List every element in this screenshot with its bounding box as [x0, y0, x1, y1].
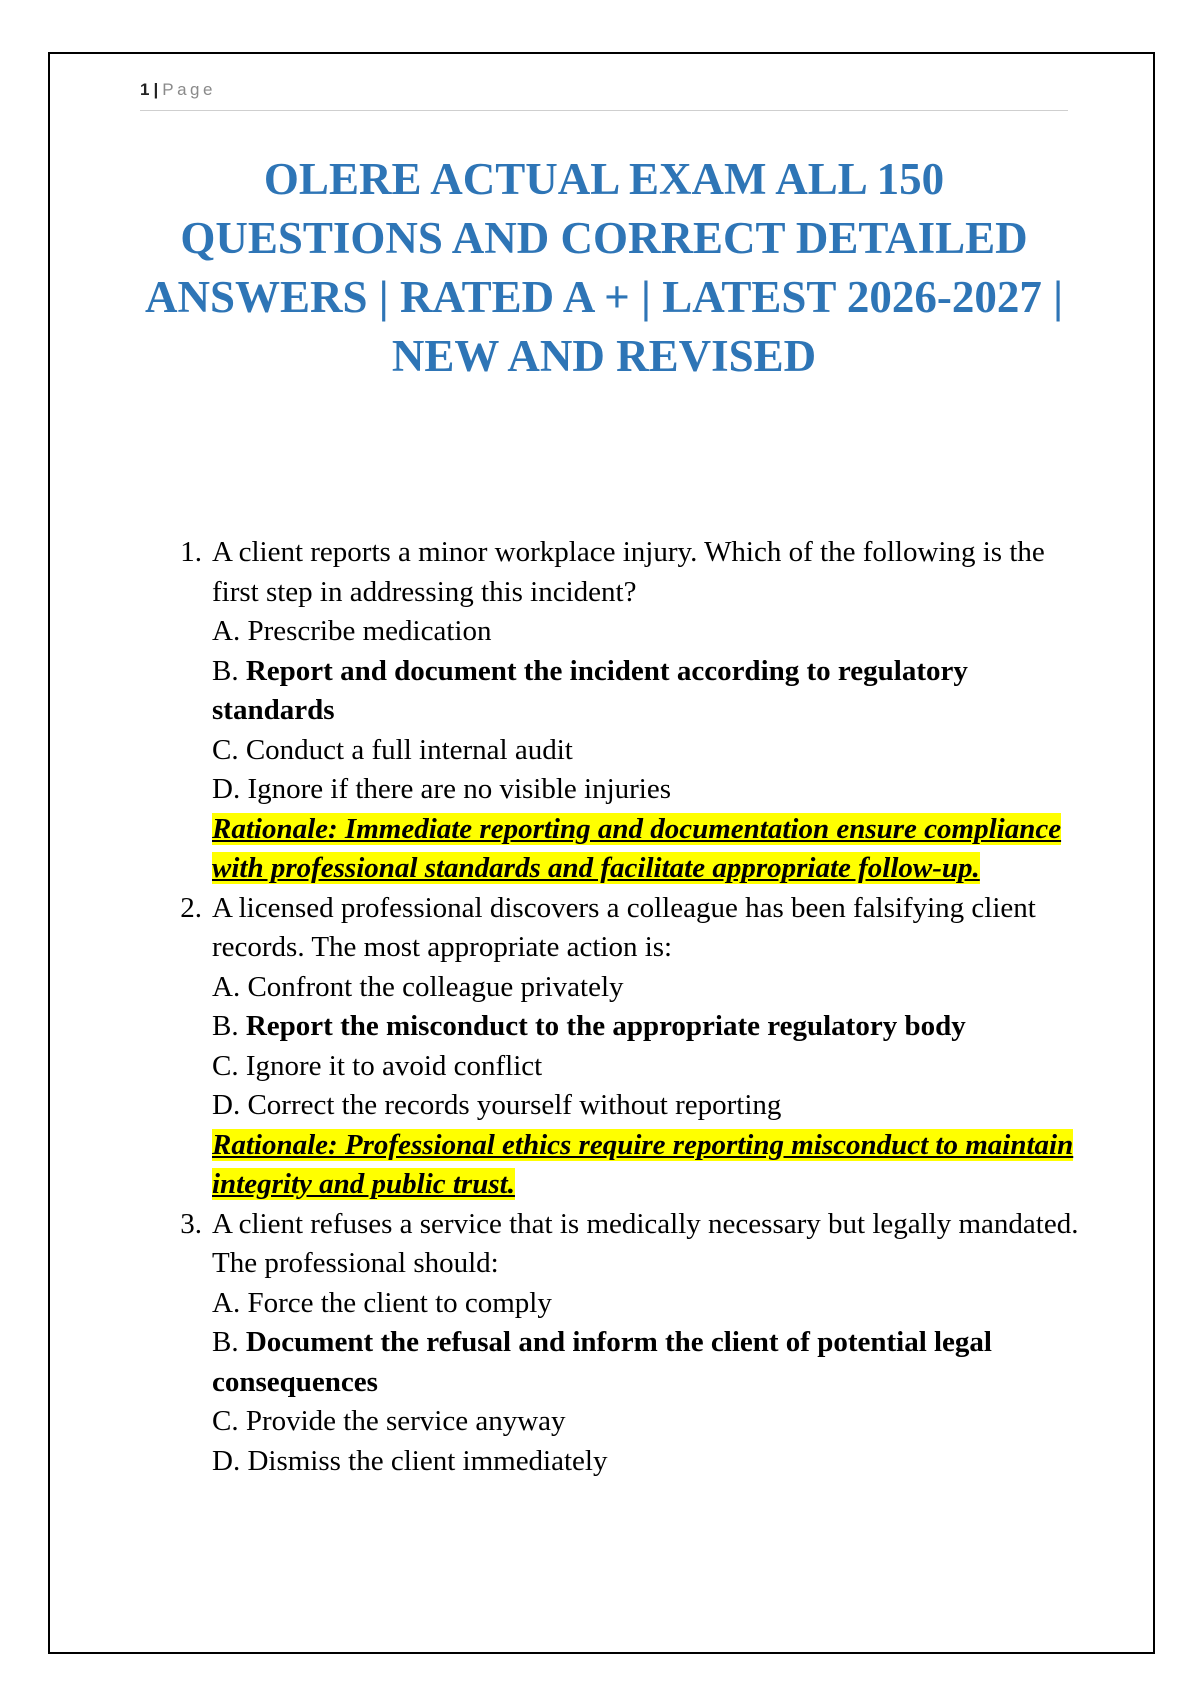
option-text: Provide the service anyway — [245, 1405, 566, 1437]
option-text: Ignore it to avoid conflict — [245, 1049, 543, 1082]
option-letter: C. — [212, 733, 239, 766]
page-header — [140, 80, 1068, 111]
page-label: Page — [162, 80, 216, 99]
option-a — [212, 968, 1080, 1008]
question-stem: A client reports a minor workplace injury. Which of the following is the first step in addressing this incident? — [212, 536, 1045, 608]
option-c — [212, 731, 1080, 771]
option-letter: A. — [212, 970, 241, 1003]
question-number: 1. — [180, 536, 202, 568]
option-letter: C. — [212, 1405, 239, 1437]
option-text: Document the refusal and inform the client of potential legal consequences — [212, 1326, 992, 1398]
option-letter: B. — [212, 1010, 239, 1042]
option-a — [212, 612, 1080, 652]
option-a — [212, 1284, 1080, 1324]
page-separator: | — [153, 80, 159, 99]
option-text: Ignore if there are no visible injuries — [247, 773, 672, 805]
option-letter: A. — [212, 1286, 241, 1319]
option-text: Conduct a full internal audit — [245, 733, 573, 766]
option-letter: D. — [212, 773, 241, 805]
option-text: Correct the records yourself without reporting — [247, 1089, 782, 1121]
question-list — [160, 533, 1080, 1481]
question-number: 3. — [180, 1207, 202, 1240]
rationale-block — [212, 1126, 1080, 1205]
option-text: Report the misconduct to the appropriate regulatory body — [245, 1010, 966, 1042]
question-2 — [160, 889, 1080, 1205]
rationale-block — [212, 810, 1080, 889]
question-3 — [160, 1205, 1080, 1482]
option-letter: C. — [212, 1049, 239, 1082]
option-letter: A. — [212, 615, 241, 647]
question-1 — [160, 533, 1080, 889]
question-stem: A client refuses a service that is medically necessary but legally mandated. The professional should: — [212, 1207, 1079, 1279]
option-letter: D. — [212, 1089, 241, 1121]
option-letter: B. — [212, 1326, 239, 1358]
option-text: Prescribe medication — [247, 615, 492, 647]
question-stem: A licensed professional discovers a colleague has been falsifying client records. The most appropriate action is: — [212, 891, 1036, 963]
option-text: Confront the colleague privately — [247, 970, 624, 1003]
option-letter: B. — [212, 654, 239, 687]
option-letter: D. — [212, 1444, 241, 1477]
rationale: Rationale: Immediate reporting and documentation ensure compliance with professional standards and facilitate appropriate follow-up. — [212, 812, 1062, 884]
option-text: Report and document the incident according to regulatory standards — [212, 654, 968, 726]
document-title: OLERE ACTUAL EXAM ALL 150 QUESTIONS AND CORRECT DETAILED ANSWERS | RATED A + | LATEST 2026-2027 | NEW AND REVISED — [144, 154, 1064, 381]
question-number: 2. — [180, 891, 202, 924]
rationale: Rationale: Professional ethics require reporting misconduct to maintain integrity and public trust. — [212, 1128, 1074, 1200]
option-d — [212, 1442, 1080, 1482]
option-text: Force the client to comply — [247, 1286, 552, 1319]
option-c — [212, 1402, 1080, 1442]
option-b-correct — [212, 652, 1080, 731]
option-text: Dismiss the client immediately — [247, 1444, 608, 1477]
page-number: 1 — [140, 80, 150, 99]
option-d — [212, 1086, 1080, 1126]
option-d — [212, 770, 1080, 810]
option-c — [212, 1047, 1080, 1087]
option-b-correct — [212, 1323, 1080, 1402]
option-b-correct — [212, 1007, 1080, 1047]
